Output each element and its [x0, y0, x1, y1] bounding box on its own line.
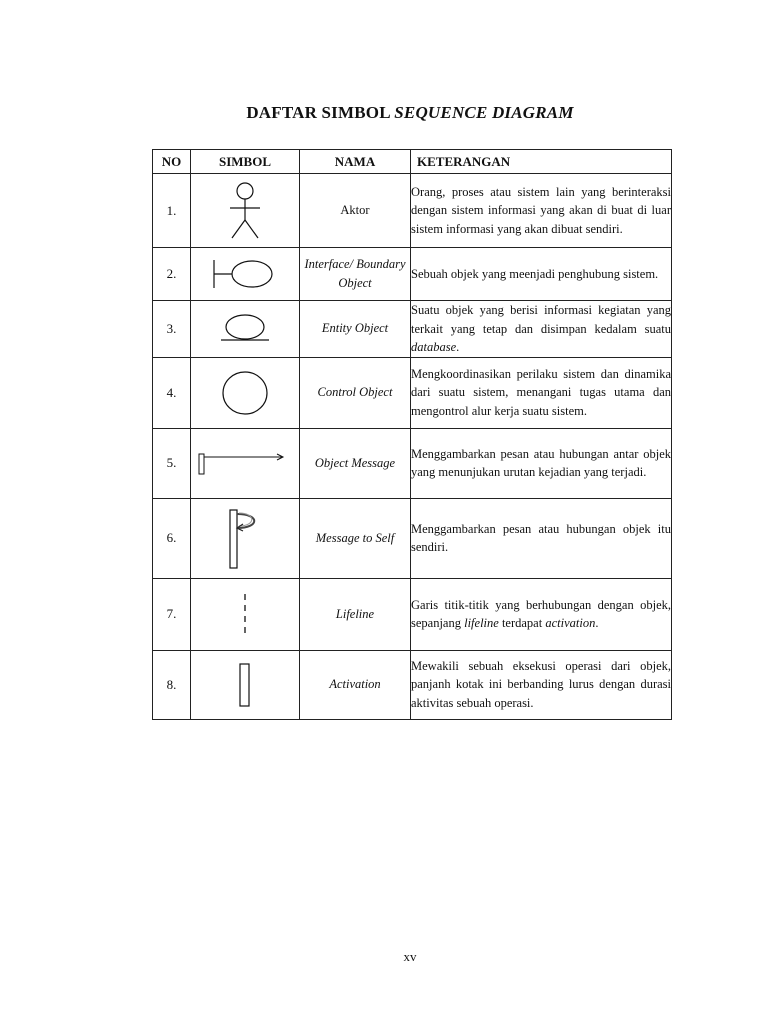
symbol-description: Suatu objek yang berisi informasi kegiatan yang terkait yang tetap dan disimpan kedalam suatu database. — [411, 301, 672, 358]
activation-box-icon — [235, 661, 255, 709]
symbol-name: Message to Self — [300, 498, 411, 578]
page-title — [0, 103, 768, 123]
symbol-name: Activation — [300, 650, 411, 719]
symbol-name: Control Object — [300, 357, 411, 428]
table-row — [153, 578, 672, 650]
header-no: NO — [153, 150, 191, 174]
symbol-name: Object Message — [300, 428, 411, 498]
lifeline-dashed-icon — [235, 592, 255, 636]
symbol-name: Lifeline — [300, 578, 411, 650]
row-number: 5. — [153, 428, 191, 498]
symbol-cell — [191, 248, 300, 301]
table-row — [153, 428, 672, 498]
entity-object-icon — [215, 312, 275, 346]
row-number: 1. — [153, 174, 191, 248]
actor-stick-figure-icon — [220, 180, 270, 242]
object-message-arrow-icon — [197, 449, 293, 477]
symbol-description: Garis titik-titik yang berhubungan dengan objek, sepanjang lifeline terdapat activation. — [411, 578, 672, 650]
symbol-name: Aktor — [300, 174, 411, 248]
symbol-cell — [191, 650, 300, 719]
control-object-circle-icon — [218, 368, 272, 418]
row-number: 7. — [153, 578, 191, 650]
symbol-name: Entity Object — [300, 301, 411, 358]
symbol-description: Orang, proses atau sistem lain yang berinteraksi dengan sistem informasi yang akan di buat di luar sistem informasi yang akan dibuat sendiri. — [411, 174, 672, 248]
symbol-name: Interface/ Boundary Object — [300, 248, 411, 301]
header-keterangan: KETERANGAN — [411, 150, 672, 174]
row-number: 6. — [153, 498, 191, 578]
symbol-cell — [191, 428, 300, 498]
symbol-cell — [191, 578, 300, 650]
row-number: 2. — [153, 248, 191, 301]
header-simbol: SIMBOL — [191, 150, 300, 174]
symbol-description: Menggambarkan pesan atau hubungan antar objek yang menunjukan urutan kejadian yang terjadi. — [411, 428, 672, 498]
message-to-self-icon — [220, 504, 270, 572]
row-number: 8. — [153, 650, 191, 719]
page-number: xv — [403, 949, 417, 964]
symbol-table — [152, 149, 672, 720]
symbol-description: Mengkoordinasikan perilaku sistem dan dinamika dari suatu sistem, menangani tugas utama dan mengontrol alur kerja suatu sistem. — [411, 357, 672, 428]
symbol-cell — [191, 498, 300, 578]
row-number: 4. — [153, 357, 191, 428]
symbol-cell — [191, 357, 300, 428]
header-nama: NAMA — [300, 150, 411, 174]
table-row — [153, 301, 672, 358]
symbol-cell — [191, 174, 300, 248]
table-row — [153, 498, 672, 578]
table-row — [153, 357, 672, 428]
symbol-description: Menggambarkan pesan atau hubungan objek itu sendiri. — [411, 498, 672, 578]
page-title-italic: SEQUENCE DIAGRAM — [394, 103, 574, 122]
page-title-prefix: DAFTAR SIMBOL — [246, 103, 395, 122]
table-row — [153, 174, 672, 248]
symbol-cell — [191, 301, 300, 358]
boundary-object-icon — [210, 256, 280, 292]
symbol-description: Sebuah objek yang meenjadi penghubung sistem. — [411, 248, 672, 301]
row-number: 3. — [153, 301, 191, 358]
table-row — [153, 248, 672, 301]
table-row — [153, 650, 672, 719]
symbol-description: Mewakili sebuah eksekusi operasi dari objek, panjanh kotak ini berbanding lurus dengan durasi aktivitas sebuah operasi. — [411, 650, 672, 719]
table-header-row — [153, 150, 672, 174]
